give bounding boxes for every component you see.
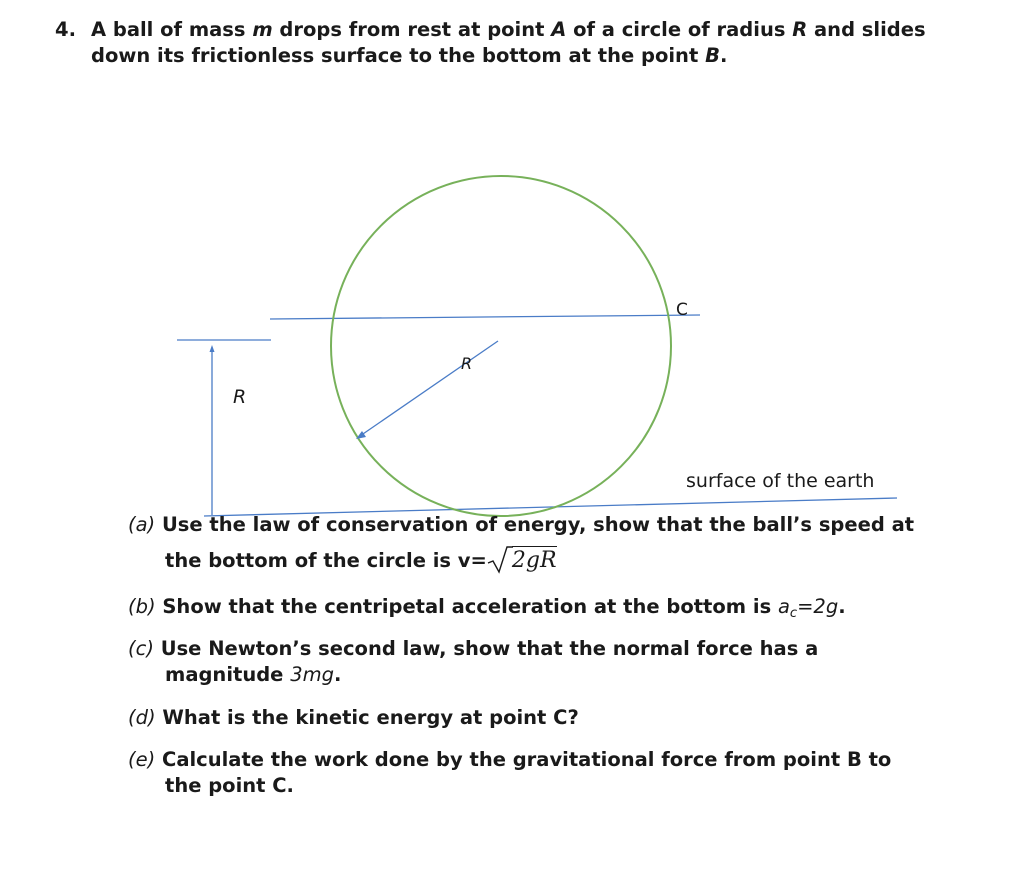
height-arrow-head-icon — [210, 345, 215, 352]
sqrt-expression: 2gR — [487, 545, 557, 575]
problem-intro-line-2: down its frictionless surface to the bottom at the point B. — [91, 44, 728, 67]
part-e-line-1: (e) Calculate the work done by the gravitational force from point B to — [128, 748, 892, 771]
problem-intro-line-1: A ball of mass m drops from rest at point A of a circle of radius R and slides — [91, 18, 926, 41]
part-c-line-1: (c) Use Newton’s second law, show that the normal force has a — [128, 637, 819, 660]
label-radius-r: R — [461, 354, 473, 373]
circle-track — [331, 176, 671, 516]
radius-line — [360, 341, 498, 436]
part-b: (b) Show that the centripetal acceleration at the bottom is $a_c=2g$. — [128, 595, 846, 621]
label-point-c: C — [676, 300, 688, 320]
part-c-line-2: magnitude 3mg. — [165, 663, 342, 686]
part-d: (d) What is the kinetic energy at point C? — [128, 706, 579, 729]
part-a-line-1: (a) Use the law of conservation of energy, show that the ball’s speed at — [128, 513, 915, 536]
problem-number: 4. — [55, 18, 76, 41]
surface-label: surface of the earth — [686, 470, 875, 492]
label-height-r: R — [233, 386, 247, 408]
part-a-line-2: the bottom of the circle is v= 2gR — [165, 545, 557, 575]
part-e-line-2: the point C. — [165, 774, 294, 797]
sqrt-sign-icon — [487, 545, 513, 575]
